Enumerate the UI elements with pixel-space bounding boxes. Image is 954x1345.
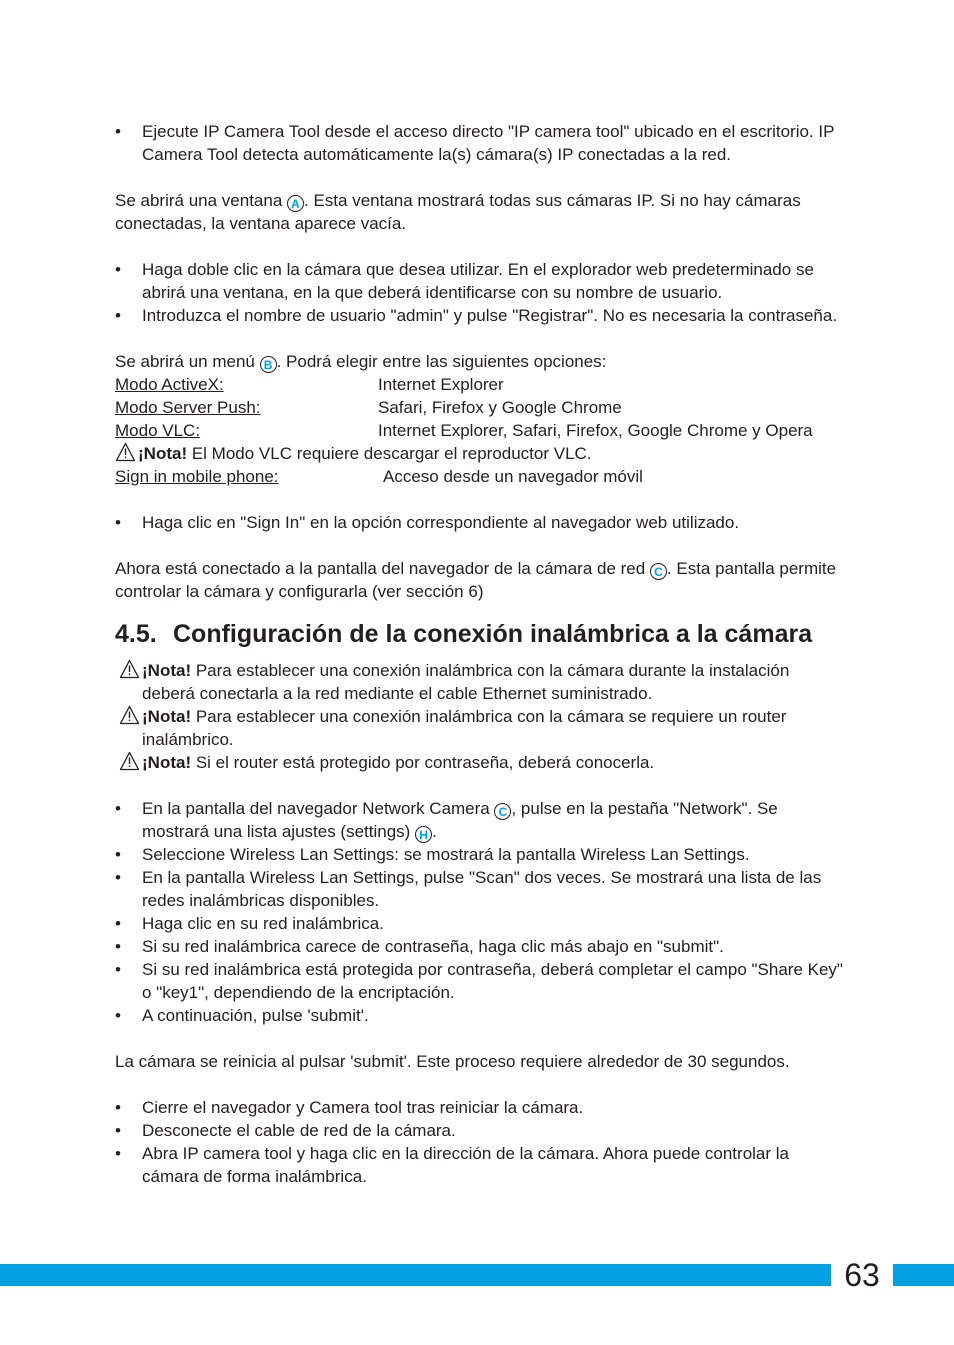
list-item: • Introduzca el nombre de usuario "admin" y pulse "Registrar". No es necesaria la contraseña. — [115, 304, 845, 327]
note-item — [115, 751, 845, 774]
text: Se abrirá una ventana — [115, 191, 288, 210]
note-label: ¡Nota! — [142, 661, 192, 680]
warning-triangle-icon — [119, 751, 140, 771]
note-text: Para establecer una conexión inalámbrica con la cámara durante la instalación deberá conectarla a la red mediante el cable Ethernet suministrado. — [142, 661, 790, 703]
note-item — [115, 659, 845, 705]
list-item: • En la pantalla Wireless Lan Settings, pulse "Scan" dos veces. Se mostrará una lista de las redes inalámbricas disponibles. — [115, 866, 845, 912]
text: . — [432, 822, 437, 841]
note-label: ¡Nota! — [142, 707, 192, 726]
list-item: • Desconecte el cable de red de la cámara. — [115, 1119, 845, 1142]
section-number: 4.5. — [115, 620, 157, 648]
section-heading — [115, 617, 845, 651]
mode-key: Modo Server Push: — [115, 398, 261, 417]
mode-key: Sign in mobile phone: — [115, 467, 279, 486]
mode-list — [115, 373, 845, 488]
mode-value: Acceso desde un navegador móvil — [383, 467, 643, 486]
text: , pulse en la pestaña "Network". Se mostrará una lista ajustes (settings) — [142, 799, 778, 841]
mode-row-server-push — [115, 396, 845, 419]
list-item: • Seleccione Wireless Lan Settings: se mostrará la pantalla Wireless Lan Settings. — [115, 843, 845, 866]
page-content — [115, 120, 845, 1188]
text: Se abrirá un menú — [115, 352, 260, 371]
list-item: • Haga clic en "Sign In" en la opción correspondiente al navegador web utilizado. — [115, 511, 845, 534]
note-label: ¡Nota! — [142, 753, 192, 772]
paragraph-window-a — [115, 189, 845, 235]
paragraph-menu-b — [115, 350, 845, 373]
note-text: Para establecer una conexión inalámbrica con la cámara se requiere un router inalámbrico. — [142, 707, 787, 749]
mode-row-mobile — [115, 465, 845, 488]
mode-key: Modo ActiveX: — [115, 375, 224, 394]
mode-key: Modo VLC: — [115, 421, 201, 440]
list-item: • Haga clic en su red inalámbrica. — [115, 912, 845, 935]
label-badge-c: C — [650, 563, 667, 580]
footer-bar — [0, 1264, 954, 1286]
label-badge-c: C — [494, 803, 511, 820]
section-title: Configuración de la conexión inalámbrica a la cámara — [173, 620, 813, 648]
text: . Podrá elegir entre las siguientes opciones: — [276, 352, 607, 371]
list-item — [115, 797, 845, 843]
mode-row-activex — [115, 373, 845, 396]
note-label: ¡Nota! — [138, 444, 188, 463]
warning-triangle-icon — [119, 659, 140, 679]
list-item: • Ejecute IP Camera Tool desde el acceso directo "IP camera tool" ubicado en el escritorio. IP Camera Tool detecta automáticamente la(s) cámara(s) IP conectadas a la red. — [115, 120, 845, 166]
mode-value: Internet Explorer — [378, 375, 504, 394]
mode-value: Safari, Firefox y Google Chrome — [378, 398, 622, 417]
bullet-list-3 — [115, 511, 845, 534]
bullet-list-1 — [115, 120, 845, 166]
text: Ahora está conectado a la pantalla del navegador de la cámara de red — [115, 559, 650, 578]
text: . Esta pantalla permite controlar la cámara y configurarla (ver sección 6) — [115, 559, 837, 601]
warning-triangle-icon — [119, 705, 140, 725]
mode-row-vlc — [115, 419, 845, 442]
page-number: 63 — [831, 1256, 893, 1294]
note-text: El Modo VLC requiere descargar el reproductor VLC. — [187, 444, 592, 463]
list-item: • Haga doble clic en la cámara que desea utilizar. En el explorador web predeterminado se abrirá una ventana, en la que deberá identificarse con su nombre de usuario. — [115, 258, 845, 304]
bullet-list-4 — [115, 797, 845, 1027]
list-item: • A continuación, pulse 'submit'. — [115, 1004, 845, 1027]
list-item: • Cierre el navegador y Camera tool tras reiniciar la cámara. — [115, 1096, 845, 1119]
mode-value: Internet Explorer, Safari, Firefox, Google Chrome y Opera — [378, 421, 813, 440]
vlc-note — [115, 442, 845, 465]
note-item — [115, 705, 845, 751]
list-item: • Si su red inalámbrica está protegida por contraseña, deberá completar el campo "Share Key" o "key1", dependiendo de la encriptación. — [115, 958, 845, 1004]
bullet-list-5 — [115, 1096, 845, 1188]
note-text: Si el router está protegido por contraseña, deberá conocerla. — [191, 753, 655, 772]
label-badge-a: A — [287, 195, 304, 212]
list-item: • Abra IP camera tool y haga clic en la dirección de la cámara. Ahora puede controlar la cámara de forma inalámbrica. — [115, 1142, 845, 1188]
text: . Esta ventana mostrará todas sus cámaras IP. Si no hay cámaras conectadas, la ventana aparece vacía. — [115, 191, 801, 233]
paragraph-screen-c — [115, 557, 845, 603]
label-badge-b: B — [260, 356, 277, 373]
paragraph-restart: La cámara se reinicia al pulsar 'submit'. Este proceso requiere alrededor de 30 segundos. — [115, 1052, 790, 1071]
warning-triangle-icon — [115, 442, 136, 462]
bullet-list-2 — [115, 258, 845, 327]
list-item: • Si su red inalámbrica carece de contraseña, haga clic más abajo en "submit". — [115, 935, 845, 958]
text: En la pantalla del navegador Network Camera — [142, 799, 495, 818]
label-badge-h: H — [415, 826, 432, 843]
